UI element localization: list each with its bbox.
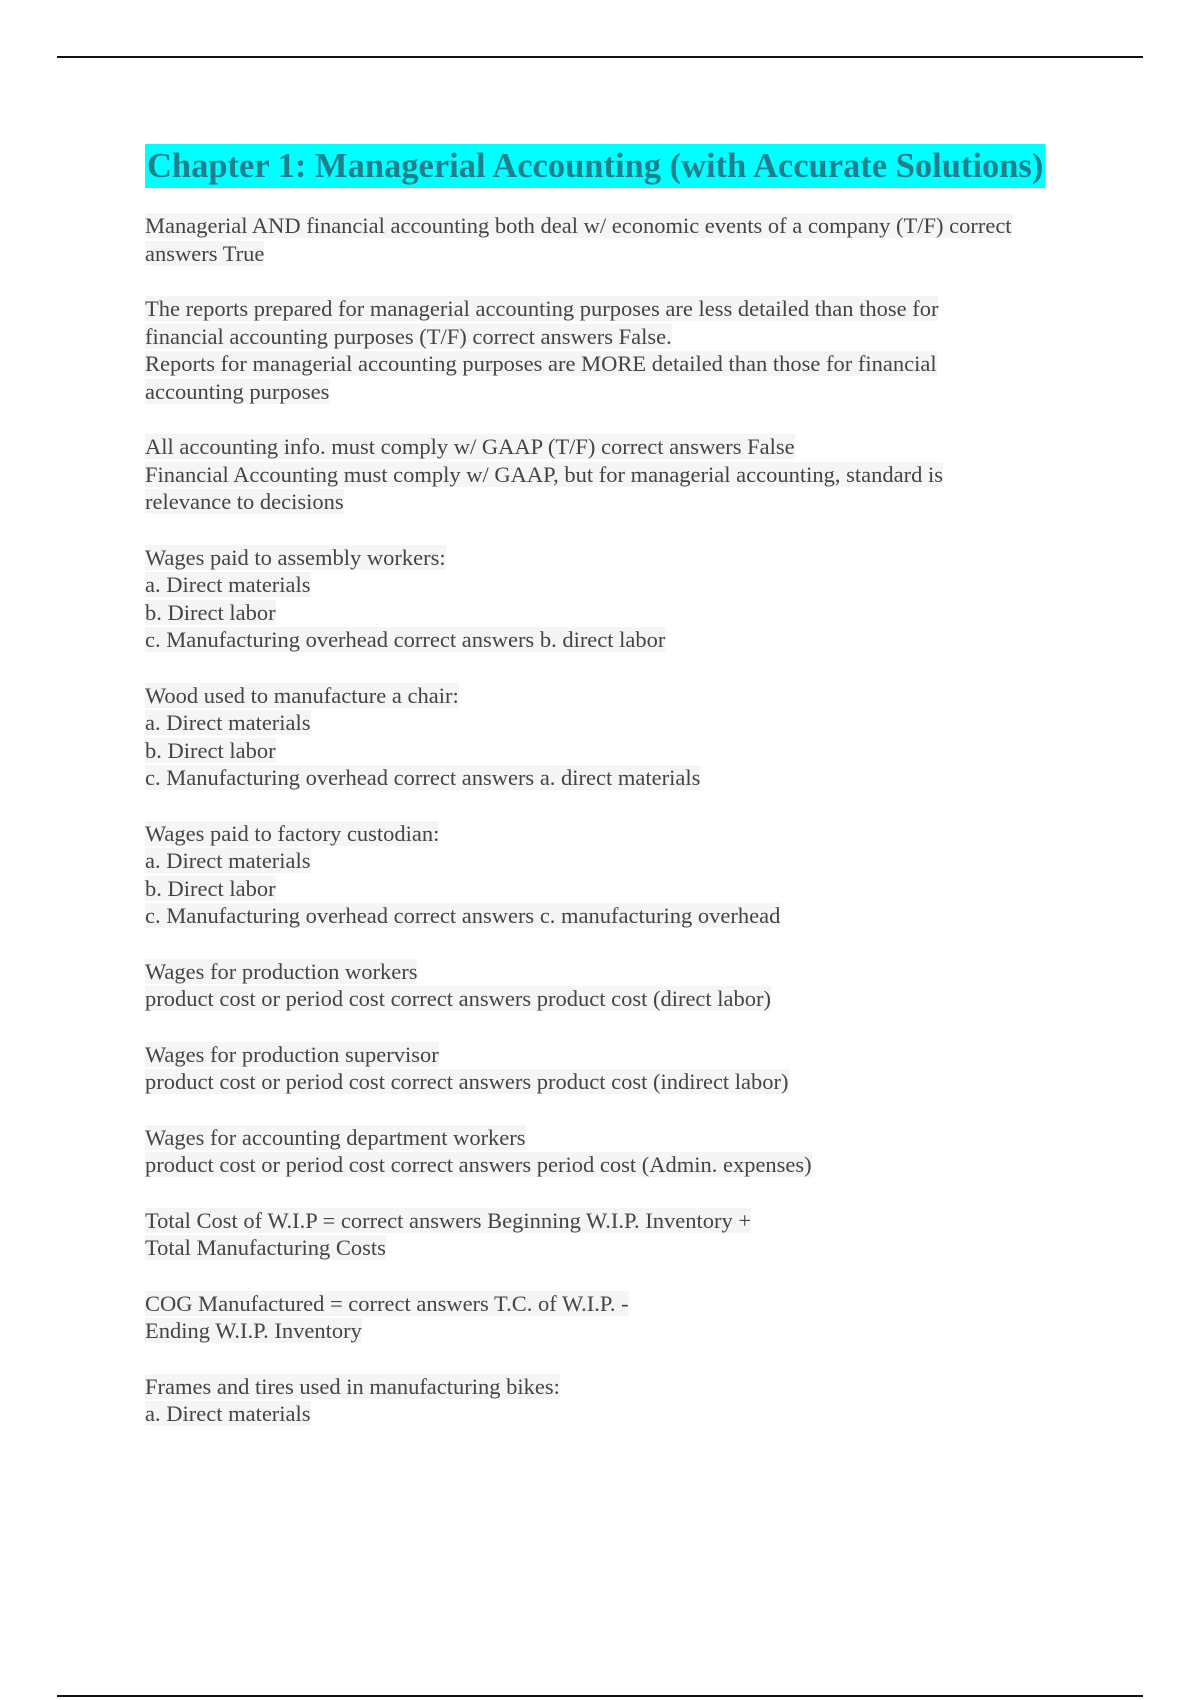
header-rule [57, 56, 1143, 58]
qa-line-text: product cost or period cost correct answers product cost (direct labor) [145, 986, 772, 1011]
qa-line [145, 626, 1090, 654]
qa-line [145, 378, 1090, 406]
qa-line [145, 985, 1090, 1013]
qa-block [145, 544, 1090, 654]
qa-line-text: Managerial AND financial accounting both deal w/ economic events of a company (T/F) correct [145, 213, 1012, 238]
qa-line-text: Frames and tires used in manufacturing bikes: [145, 1373, 560, 1399]
question-list [145, 212, 1090, 1428]
qa-line-text: Reports for managerial accounting purposes are MORE detailed than those for financial [145, 351, 937, 376]
qa-line [145, 1151, 1090, 1179]
qa-line-text: Wages for production supervisor [145, 1041, 439, 1067]
footer-rule [57, 1695, 1143, 1697]
qa-line-text: Financial Accounting must comply w/ GAAP, but for managerial accounting, standard is [145, 461, 943, 487]
qa-line-text: product cost or period cost correct answers product cost (indirect labor) [145, 1069, 789, 1094]
qa-line-text: All accounting info. must comply w/ GAAP (T/F) correct answers False [145, 434, 795, 459]
qa-line-text: a. Direct materials [145, 848, 311, 873]
qa-line-text: financial accounting purposes (T/F) correct answers False. [145, 323, 672, 349]
qa-line-text: relevance to decisions [145, 489, 344, 514]
qa-line [145, 1290, 1090, 1318]
qa-line-text: Wages for production workers [145, 958, 418, 984]
qa-line [145, 1317, 1090, 1345]
qa-line [145, 1041, 1090, 1069]
qa-line [145, 1373, 1090, 1401]
qa-line-text: product cost or period cost correct answers period cost (Admin. expenses) [145, 1152, 812, 1177]
qa-line [145, 350, 1090, 378]
qa-line [145, 958, 1090, 986]
qa-line [145, 461, 1090, 489]
qa-block [145, 1373, 1090, 1428]
qa-line [145, 599, 1090, 627]
qa-line [145, 323, 1090, 351]
qa-line [145, 212, 1090, 240]
qa-block [145, 1124, 1090, 1179]
qa-block [145, 958, 1090, 1013]
qa-line [145, 847, 1090, 875]
qa-line-text: Ending W.I.P. Inventory [145, 1318, 362, 1343]
qa-line [145, 709, 1090, 737]
qa-line-text: c. Manufacturing overhead correct answers b. direct labor [145, 627, 666, 652]
qa-block [145, 433, 1090, 516]
qa-line [145, 240, 1090, 268]
qa-block [145, 212, 1090, 267]
qa-line [145, 737, 1090, 765]
qa-line [145, 820, 1090, 848]
qa-line-text: Wages paid to factory custodian: [145, 820, 440, 846]
qa-block [145, 295, 1090, 405]
qa-line-text: Total Manufacturing Costs [145, 1235, 386, 1260]
qa-line [145, 764, 1090, 792]
qa-line-text: a. Direct materials [145, 1401, 311, 1426]
qa-line-text: accounting purposes [145, 378, 330, 404]
document-body [145, 144, 1090, 1428]
qa-line [145, 1207, 1090, 1235]
qa-line-text: b. Direct labor [145, 875, 276, 901]
qa-line [145, 1400, 1090, 1428]
qa-line [145, 433, 1090, 461]
qa-block [145, 682, 1090, 792]
qa-block [145, 1041, 1090, 1096]
qa-line [145, 1234, 1090, 1262]
qa-line [145, 1124, 1090, 1152]
qa-line [145, 295, 1090, 323]
qa-line-text: a. Direct materials [145, 710, 311, 735]
qa-line-text: a. Direct materials [145, 572, 311, 597]
qa-line [145, 902, 1090, 930]
qa-line [145, 544, 1090, 572]
qa-line-text: c. Manufacturing overhead correct answers c. manufacturing overhead [145, 903, 781, 928]
qa-line [145, 875, 1090, 903]
qa-line-text: answers True [145, 240, 265, 266]
qa-block [145, 1290, 1090, 1345]
qa-line-text: Total Cost of W.I.P = correct answers Beginning W.I.P. Inventory + [145, 1207, 752, 1233]
qa-line [145, 488, 1090, 516]
document-title: Chapter 1: Managerial Accounting (with Accurate Solutions) [145, 144, 1045, 188]
qa-line [145, 682, 1090, 710]
qa-line-text: c. Manufacturing overhead correct answers a. direct materials [145, 765, 701, 790]
qa-line-text: COG Manufactured = correct answers T.C. of W.I.P. - [145, 1290, 629, 1316]
qa-line-text: Wood used to manufacture a chair: [145, 682, 459, 708]
qa-block [145, 820, 1090, 930]
qa-line-text: b. Direct labor [145, 737, 276, 763]
qa-line-text: The reports prepared for managerial accounting purposes are less detailed than those for [145, 296, 939, 321]
qa-block [145, 1207, 1090, 1262]
qa-line-text: b. Direct labor [145, 599, 276, 625]
qa-line-text: Wages for accounting department workers [145, 1124, 526, 1150]
qa-line-text: Wages paid to assembly workers: [145, 544, 446, 570]
qa-line [145, 571, 1090, 599]
qa-line [145, 1068, 1090, 1096]
